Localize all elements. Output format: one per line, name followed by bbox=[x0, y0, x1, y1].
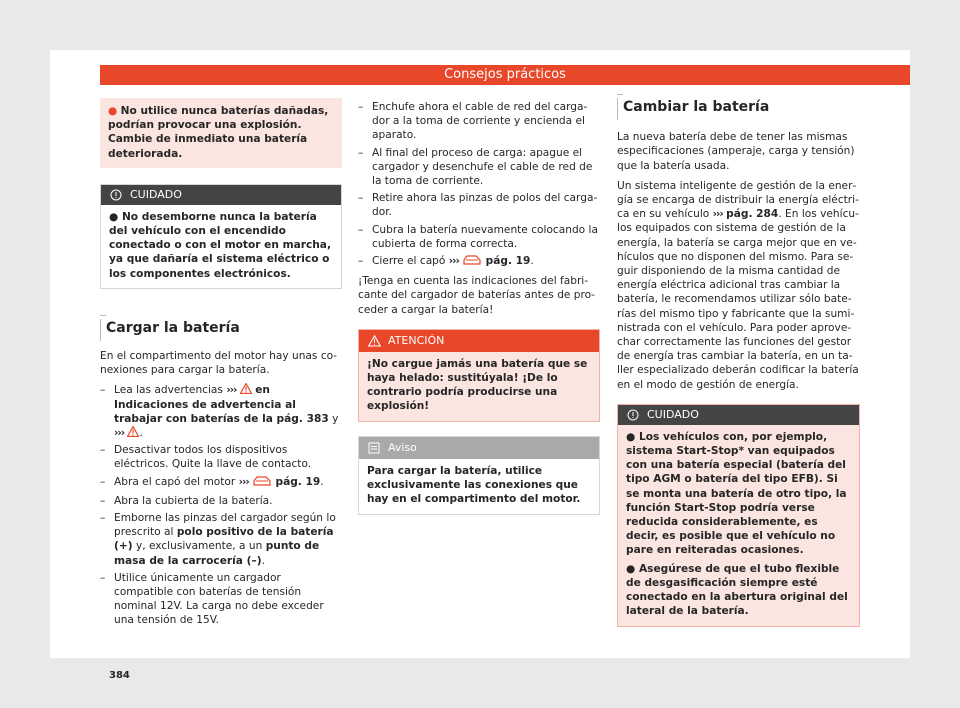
cross-ref-link[interactable]: pág. 284 bbox=[726, 208, 779, 221]
list-item: – Abra la cubierta de la batería. bbox=[100, 494, 342, 508]
list-item bbox=[100, 511, 342, 568]
caution-text: Asegúrese de que el tubo flexible de desgasificación siempre esté conectado en la abertura original del lateral de la batería. bbox=[626, 562, 848, 618]
step-text: y, exclusivamente, a un bbox=[135, 540, 263, 553]
attention-box bbox=[358, 329, 600, 422]
caution-title: CUIDADO bbox=[647, 407, 699, 421]
note-paragraph: ¡Tenga en cuenta las indicaciones del fabricante del cargador de baterías antes de proceder a cargar la batería! bbox=[358, 275, 595, 316]
attention-body bbox=[359, 352, 599, 421]
caution-header bbox=[101, 185, 341, 205]
warning-triangle-icon bbox=[240, 384, 252, 396]
bullet-icon: ● bbox=[109, 210, 122, 223]
step-text: . bbox=[530, 255, 534, 268]
list-item bbox=[100, 383, 342, 440]
step-text: Emborne las pinzas del cargador según lo prescrito al bbox=[114, 512, 336, 539]
attention-header bbox=[359, 330, 599, 352]
caution-bullet bbox=[626, 562, 851, 619]
list-item: – Retire ahora las pinzas de polos del cargador. bbox=[358, 191, 600, 219]
info-circle-icon bbox=[109, 188, 123, 202]
car-hood-icon bbox=[252, 475, 272, 491]
caution-body bbox=[618, 425, 859, 626]
aviso-header bbox=[359, 437, 599, 459]
caution-title: CUIDADO bbox=[130, 187, 182, 201]
list-item bbox=[358, 254, 600, 270]
step-text: . bbox=[139, 427, 143, 440]
step-text: y bbox=[332, 412, 339, 425]
paragraph: La nueva batería debe de tener las mismas especificaciones (amperaje, carga y tensión) que la batería usada. bbox=[617, 131, 855, 172]
bullet-icon: ● bbox=[108, 105, 121, 117]
step-text: . bbox=[261, 554, 265, 567]
step-text: . bbox=[320, 475, 324, 488]
page bbox=[50, 50, 910, 681]
car-hood-icon bbox=[462, 254, 482, 270]
column-right bbox=[617, 100, 860, 627]
caution-text: Los vehículos con, por ejemplo, sistema Start-Stop* van equipados con una batería especial (batería del tipo AGM o batería del tipo EFB). Si se monta una batería de otro tipo, la función Start-Stop podría verse reducida considerablemente, es decir, es posible que el vehículo no pare en reiteradas ocasiones. bbox=[626, 430, 847, 557]
section-header bbox=[100, 321, 342, 339]
info-circle-icon bbox=[626, 408, 640, 422]
section-title-cambiar: Cambiar la batería bbox=[623, 100, 860, 118]
aviso-text: Para cargar la batería, utilice exclusivamente las conexiones que hay en el compartimento del motor. bbox=[367, 464, 581, 506]
cross-ref-arrows: ››› bbox=[114, 427, 125, 440]
caution-text: No desemborne nunca la batería del vehículo con el encendido conectado o con el motor en marcha, ya que dañaría el sistema eléctrico o los componentes electrónicos. bbox=[109, 210, 331, 280]
list-item: – Desactivar todos los dispositivos eléctricos. Quite la llave de contacto. bbox=[100, 443, 342, 471]
caution-bullet bbox=[626, 430, 851, 558]
bullet-icon: ● bbox=[626, 430, 639, 443]
page-header: Consejos prácticos bbox=[100, 65, 910, 85]
bullet-icon: ● bbox=[626, 562, 639, 575]
paragraph bbox=[617, 179, 860, 392]
list-item: – Enchufe ahora el cable de red del cargador a la toma de corriente y encienda el aparato. bbox=[358, 100, 600, 143]
caution-box bbox=[617, 404, 860, 627]
warning-intro-text: No utilice nunca baterías dañadas, podrían provocar una explosión. Cambie de inmediato una batería deteriorada. bbox=[108, 105, 329, 160]
steps-list bbox=[100, 383, 342, 627]
paragraph-text: Un sistema inteligente de gestión de la energía se encarga de distribuir la energía eléctrica en su vehículo bbox=[617, 179, 859, 221]
cross-ref-arrows: ››› bbox=[712, 208, 723, 221]
warning-triangle-icon bbox=[367, 334, 381, 348]
list-item bbox=[100, 475, 342, 491]
list-item: – Al final del proceso de carga: apague el cargador y desenchufe el cable de red de la toma de corriente. bbox=[358, 146, 600, 189]
attention-title: ATENCIÓN bbox=[388, 333, 445, 347]
column-left bbox=[100, 98, 342, 631]
steps-list-continued bbox=[358, 100, 600, 270]
attention-text: ¡No cargue jamás una batería que se haya helado: sustitúyala! ¡De lo contrario podría producirse una explosión! bbox=[367, 357, 588, 413]
warning-triangle-icon bbox=[127, 427, 139, 439]
step-text: Abra el capó del motor bbox=[114, 475, 236, 488]
section-title-cargar: Cargar la batería bbox=[106, 321, 342, 339]
cross-ref-arrows: ››› bbox=[448, 255, 459, 268]
aviso-title: Aviso bbox=[388, 440, 417, 454]
cross-ref-arrows: ››› bbox=[226, 384, 237, 397]
list-item: – Cubra la batería nuevamente colocando la cubierta de forma correcta. bbox=[358, 223, 600, 251]
aviso-box bbox=[358, 436, 600, 516]
cross-ref-link[interactable]: pág. 19 bbox=[485, 255, 531, 268]
note-icon bbox=[367, 441, 381, 455]
page-number: 384 bbox=[109, 670, 130, 681]
paragraph-text: . En los vehículos equipados con sistema de gestión de la energía, la batería se carga mejor que en vehículos que no disponen del mismo. Para seguir disponiendo de la misma cantidad de energía eléctrica adicional tras cambiar la batería, le recomendamos utilizar sólo baterías del mismo tipo y fabricante que la suministrada con el vehículo. Para poder aprovechar correctamente las funciones del gestor de energía tras cambiar la batería, en un taller especializado deberán codificar la batería en el modo de gestión de energía. bbox=[617, 208, 859, 391]
section-header bbox=[617, 100, 860, 118]
warning-continuation-box bbox=[100, 98, 342, 168]
step-text: Lea las advertencias bbox=[114, 384, 223, 397]
step-text: Cierre el capó bbox=[372, 255, 446, 268]
caution-body bbox=[101, 205, 341, 288]
caution-header bbox=[618, 405, 859, 425]
step-emphasis: punto de masa de la carrocería (–) bbox=[114, 540, 320, 567]
cross-ref-link[interactable]: en Indicaciones de advertencia al trabajar con baterías de la pág. 383 bbox=[114, 384, 329, 425]
cross-ref-link[interactable]: pág. 19 bbox=[275, 475, 321, 488]
step-emphasis: polo positivo de la batería (+) bbox=[114, 526, 334, 553]
aviso-body bbox=[359, 459, 599, 515]
caution-box bbox=[100, 184, 342, 289]
cross-ref-arrows: ››› bbox=[238, 475, 249, 488]
intro-paragraph: En el compartimento del motor hay unas conexiones para cargar la batería. bbox=[100, 350, 337, 377]
column-middle bbox=[358, 100, 600, 515]
list-item: – Utilice únicamente un cargador compatible con baterías de tensión nominal 12V. La carga no debe exceder una tensión de 15V. bbox=[100, 571, 342, 628]
